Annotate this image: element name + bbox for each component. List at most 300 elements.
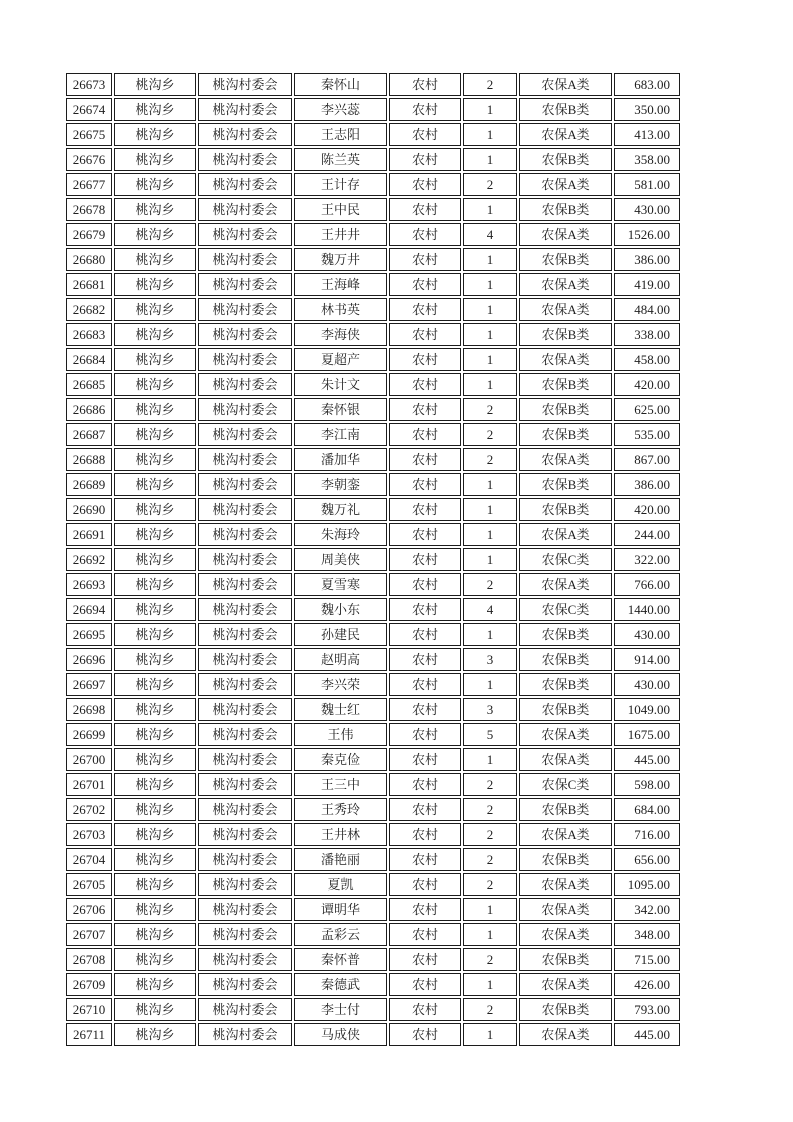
cell-person-count: 1 (463, 298, 517, 321)
cell-person-name: 秦怀普 (294, 948, 387, 971)
cell-insurance-category: 农保A类 (519, 448, 612, 471)
cell-amount: 350.00 (614, 98, 680, 121)
cell-village-committee: 桃沟村委会 (198, 923, 292, 946)
cell-person-count: 4 (463, 223, 517, 246)
cell-township: 桃沟乡 (114, 573, 196, 596)
cell-record-id: 26692 (66, 548, 112, 571)
cell-village-committee: 桃沟村委会 (198, 973, 292, 996)
cell-village-committee: 桃沟村委会 (198, 98, 292, 121)
cell-township: 桃沟乡 (114, 973, 196, 996)
cell-residence-type: 农村 (389, 648, 461, 671)
cell-village-committee: 桃沟村委会 (198, 648, 292, 671)
table-row (66, 273, 680, 296)
cell-person-count: 1 (463, 98, 517, 121)
cell-person-count: 1 (463, 498, 517, 521)
cell-township: 桃沟乡 (114, 898, 196, 921)
cell-person-name: 魏士红 (294, 698, 387, 721)
cell-amount: 766.00 (614, 573, 680, 596)
cell-person-name: 朱海玲 (294, 523, 387, 546)
table-row (66, 423, 680, 446)
table-row (66, 398, 680, 421)
cell-residence-type: 农村 (389, 948, 461, 971)
cell-person-name: 夏超产 (294, 348, 387, 371)
table-row (66, 873, 680, 896)
cell-person-name: 夏雪寒 (294, 573, 387, 596)
cell-person-name: 李海侠 (294, 323, 387, 346)
cell-residence-type: 农村 (389, 798, 461, 821)
cell-village-committee: 桃沟村委会 (198, 523, 292, 546)
cell-record-id: 26700 (66, 748, 112, 771)
cell-record-id: 26681 (66, 273, 112, 296)
cell-village-committee: 桃沟村委会 (198, 498, 292, 521)
cell-record-id: 26677 (66, 173, 112, 196)
cell-residence-type: 农村 (389, 1023, 461, 1046)
cell-person-name: 王海峰 (294, 273, 387, 296)
table-row (66, 1023, 680, 1046)
cell-insurance-category: 农保A类 (519, 73, 612, 96)
cell-residence-type: 农村 (389, 898, 461, 921)
cell-amount: 419.00 (614, 273, 680, 296)
cell-township: 桃沟乡 (114, 298, 196, 321)
cell-person-name: 孙建民 (294, 623, 387, 646)
cell-residence-type: 农村 (389, 373, 461, 396)
table-row (66, 673, 680, 696)
cell-amount: 430.00 (614, 623, 680, 646)
cell-amount: 322.00 (614, 548, 680, 571)
cell-person-name: 马成侠 (294, 1023, 387, 1046)
cell-residence-type: 农村 (389, 123, 461, 146)
cell-village-committee: 桃沟村委会 (198, 273, 292, 296)
cell-record-id: 26674 (66, 98, 112, 121)
cell-amount: 338.00 (614, 323, 680, 346)
cell-residence-type: 农村 (389, 423, 461, 446)
cell-village-committee: 桃沟村委会 (198, 873, 292, 896)
cell-record-id: 26708 (66, 948, 112, 971)
cell-person-count: 1 (463, 1023, 517, 1046)
cell-record-id: 26709 (66, 973, 112, 996)
cell-record-id: 26698 (66, 698, 112, 721)
cell-insurance-category: 农保A类 (519, 748, 612, 771)
cell-person-name: 李江南 (294, 423, 387, 446)
table-row (66, 648, 680, 671)
cell-person-count: 1 (463, 923, 517, 946)
cell-township: 桃沟乡 (114, 548, 196, 571)
cell-insurance-category: 农保B类 (519, 423, 612, 446)
cell-amount: 484.00 (614, 298, 680, 321)
cell-village-committee: 桃沟村委会 (198, 348, 292, 371)
cell-insurance-category: 农保C类 (519, 548, 612, 571)
cell-person-name: 潘加华 (294, 448, 387, 471)
cell-insurance-category: 农保B类 (519, 698, 612, 721)
cell-person-count: 4 (463, 598, 517, 621)
cell-residence-type: 农村 (389, 448, 461, 471)
cell-person-count: 2 (463, 848, 517, 871)
table-row (66, 198, 680, 221)
cell-township: 桃沟乡 (114, 373, 196, 396)
cell-person-name: 孟彩云 (294, 923, 387, 946)
cell-village-committee: 桃沟村委会 (198, 223, 292, 246)
cell-township: 桃沟乡 (114, 73, 196, 96)
cell-township: 桃沟乡 (114, 723, 196, 746)
cell-residence-type: 农村 (389, 73, 461, 96)
cell-person-name: 王井井 (294, 223, 387, 246)
cell-residence-type: 农村 (389, 848, 461, 871)
cell-village-committee: 桃沟村委会 (198, 798, 292, 821)
cell-record-id: 26679 (66, 223, 112, 246)
cell-village-committee: 桃沟村委会 (198, 573, 292, 596)
cell-residence-type: 农村 (389, 248, 461, 271)
cell-record-id: 26676 (66, 148, 112, 171)
cell-person-count: 1 (463, 523, 517, 546)
cell-person-count: 5 (463, 723, 517, 746)
cell-village-committee: 桃沟村委会 (198, 998, 292, 1021)
cell-village-committee: 桃沟村委会 (198, 148, 292, 171)
cell-township: 桃沟乡 (114, 223, 196, 246)
table-row (66, 573, 680, 596)
cell-person-count: 3 (463, 698, 517, 721)
cell-person-count: 1 (463, 323, 517, 346)
cell-township: 桃沟乡 (114, 473, 196, 496)
cell-village-committee: 桃沟村委会 (198, 423, 292, 446)
table-row (66, 898, 680, 921)
cell-record-id: 26694 (66, 598, 112, 621)
table-row (66, 623, 680, 646)
cell-amount: 458.00 (614, 348, 680, 371)
cell-village-committee: 桃沟村委会 (198, 123, 292, 146)
cell-amount: 1049.00 (614, 698, 680, 721)
table-row (66, 548, 680, 571)
table-row (66, 923, 680, 946)
cell-insurance-category: 农保B类 (519, 498, 612, 521)
cell-village-committee: 桃沟村委会 (198, 723, 292, 746)
cell-person-count: 1 (463, 348, 517, 371)
cell-record-id: 26673 (66, 73, 112, 96)
cell-amount: 914.00 (614, 648, 680, 671)
cell-insurance-category: 农保A类 (519, 298, 612, 321)
table-row (66, 948, 680, 971)
cell-residence-type: 农村 (389, 273, 461, 296)
cell-township: 桃沟乡 (114, 798, 196, 821)
cell-amount: 420.00 (614, 498, 680, 521)
cell-person-name: 魏小东 (294, 598, 387, 621)
cell-village-committee: 桃沟村委会 (198, 748, 292, 771)
cell-amount: 430.00 (614, 198, 680, 221)
cell-insurance-category: 农保B类 (519, 148, 612, 171)
cell-person-name: 王中民 (294, 198, 387, 221)
cell-insurance-category: 农保A类 (519, 573, 612, 596)
table-row (66, 223, 680, 246)
cell-residence-type: 农村 (389, 998, 461, 1021)
cell-amount: 793.00 (614, 998, 680, 1021)
cell-residence-type: 农村 (389, 748, 461, 771)
cell-person-count: 1 (463, 198, 517, 221)
cell-amount: 1526.00 (614, 223, 680, 246)
cell-person-name: 赵明高 (294, 648, 387, 671)
cell-township: 桃沟乡 (114, 748, 196, 771)
table-row (66, 773, 680, 796)
cell-record-id: 26691 (66, 523, 112, 546)
cell-insurance-category: 农保A类 (519, 873, 612, 896)
cell-amount: 342.00 (614, 898, 680, 921)
cell-residence-type: 农村 (389, 973, 461, 996)
cell-record-id: 26689 (66, 473, 112, 496)
cell-village-committee: 桃沟村委会 (198, 823, 292, 846)
cell-residence-type: 农村 (389, 298, 461, 321)
cell-insurance-category: 农保A类 (519, 973, 612, 996)
cell-residence-type: 农村 (389, 498, 461, 521)
cell-village-committee: 桃沟村委会 (198, 373, 292, 396)
cell-amount: 430.00 (614, 673, 680, 696)
cell-record-id: 26704 (66, 848, 112, 871)
cell-person-count: 2 (463, 773, 517, 796)
cell-person-count: 3 (463, 648, 517, 671)
cell-township: 桃沟乡 (114, 623, 196, 646)
cell-person-name: 王秀玲 (294, 798, 387, 821)
cell-record-id: 26695 (66, 623, 112, 646)
cell-record-id: 26680 (66, 248, 112, 271)
cell-person-count: 1 (463, 248, 517, 271)
table-row (66, 598, 680, 621)
table-row (66, 73, 680, 96)
cell-person-name: 秦怀银 (294, 398, 387, 421)
cell-record-id: 26703 (66, 823, 112, 846)
cell-person-name: 秦德武 (294, 973, 387, 996)
cell-insurance-category: 农保A类 (519, 723, 612, 746)
cell-residence-type: 农村 (389, 198, 461, 221)
cell-person-name: 王井林 (294, 823, 387, 846)
cell-insurance-category: 农保A类 (519, 123, 612, 146)
cell-record-id: 26693 (66, 573, 112, 596)
cell-residence-type: 农村 (389, 623, 461, 646)
cell-insurance-category: 农保B类 (519, 98, 612, 121)
cell-person-count: 1 (463, 473, 517, 496)
cell-amount: 244.00 (614, 523, 680, 546)
cell-amount: 684.00 (614, 798, 680, 821)
cell-insurance-category: 农保B类 (519, 673, 612, 696)
cell-record-id: 26705 (66, 873, 112, 896)
cell-record-id: 26707 (66, 923, 112, 946)
cell-amount: 598.00 (614, 773, 680, 796)
cell-insurance-category: 农保B类 (519, 848, 612, 871)
cell-person-count: 2 (463, 398, 517, 421)
table-row (66, 698, 680, 721)
table-row (66, 973, 680, 996)
table-row (66, 998, 680, 1021)
cell-amount: 348.00 (614, 923, 680, 946)
table-row (66, 448, 680, 471)
cell-insurance-category: 农保A类 (519, 173, 612, 196)
cell-insurance-category: 农保A类 (519, 923, 612, 946)
cell-person-name: 潘艳丽 (294, 848, 387, 871)
cell-record-id: 26697 (66, 673, 112, 696)
cell-insurance-category: 农保B类 (519, 473, 612, 496)
cell-township: 桃沟乡 (114, 273, 196, 296)
cell-residence-type: 农村 (389, 548, 461, 571)
cell-person-count: 1 (463, 673, 517, 696)
cell-person-name: 周美侠 (294, 548, 387, 571)
cell-person-name: 王计存 (294, 173, 387, 196)
table-row (66, 173, 680, 196)
benefit-roster-table (64, 71, 682, 1048)
cell-residence-type: 农村 (389, 723, 461, 746)
cell-person-name: 魏万礼 (294, 498, 387, 521)
cell-insurance-category: 农保A类 (519, 348, 612, 371)
cell-insurance-category: 农保B类 (519, 648, 612, 671)
cell-amount: 386.00 (614, 248, 680, 271)
cell-township: 桃沟乡 (114, 323, 196, 346)
cell-village-committee: 桃沟村委会 (198, 673, 292, 696)
cell-village-committee: 桃沟村委会 (198, 173, 292, 196)
cell-insurance-category: 农保B类 (519, 798, 612, 821)
cell-amount: 426.00 (614, 973, 680, 996)
cell-record-id: 26682 (66, 298, 112, 321)
cell-township: 桃沟乡 (114, 648, 196, 671)
cell-village-committee: 桃沟村委会 (198, 898, 292, 921)
cell-person-name: 李士付 (294, 998, 387, 1021)
cell-person-name: 朱计文 (294, 373, 387, 396)
cell-person-count: 2 (463, 998, 517, 1021)
cell-residence-type: 农村 (389, 148, 461, 171)
table-row (66, 348, 680, 371)
cell-township: 桃沟乡 (114, 1023, 196, 1046)
cell-residence-type: 农村 (389, 173, 461, 196)
cell-village-committee: 桃沟村委会 (198, 948, 292, 971)
cell-township: 桃沟乡 (114, 673, 196, 696)
cell-person-name: 李兴蕊 (294, 98, 387, 121)
cell-person-name: 秦克俭 (294, 748, 387, 771)
cell-village-committee: 桃沟村委会 (198, 298, 292, 321)
cell-residence-type: 农村 (389, 473, 461, 496)
cell-record-id: 26686 (66, 398, 112, 421)
cell-residence-type: 农村 (389, 923, 461, 946)
cell-insurance-category: 农保B类 (519, 373, 612, 396)
cell-residence-type: 农村 (389, 673, 461, 696)
cell-amount: 1095.00 (614, 873, 680, 896)
cell-village-committee: 桃沟村委会 (198, 698, 292, 721)
cell-township: 桃沟乡 (114, 598, 196, 621)
cell-village-committee: 桃沟村委会 (198, 198, 292, 221)
cell-village-committee: 桃沟村委会 (198, 548, 292, 571)
table-row (66, 298, 680, 321)
cell-township: 桃沟乡 (114, 98, 196, 121)
cell-village-committee: 桃沟村委会 (198, 248, 292, 271)
cell-township: 桃沟乡 (114, 348, 196, 371)
cell-township: 桃沟乡 (114, 448, 196, 471)
cell-record-id: 26696 (66, 648, 112, 671)
cell-village-committee: 桃沟村委会 (198, 773, 292, 796)
table-row (66, 323, 680, 346)
cell-township: 桃沟乡 (114, 773, 196, 796)
table-row (66, 473, 680, 496)
cell-insurance-category: 农保C类 (519, 773, 612, 796)
cell-record-id: 26711 (66, 1023, 112, 1046)
cell-township: 桃沟乡 (114, 948, 196, 971)
cell-insurance-category: 农保C类 (519, 598, 612, 621)
cell-village-committee: 桃沟村委会 (198, 398, 292, 421)
cell-person-name: 夏凯 (294, 873, 387, 896)
cell-person-name: 魏万井 (294, 248, 387, 271)
cell-residence-type: 农村 (389, 823, 461, 846)
cell-record-id: 26675 (66, 123, 112, 146)
cell-person-count: 1 (463, 623, 517, 646)
cell-person-count: 1 (463, 373, 517, 396)
cell-insurance-category: 农保A类 (519, 823, 612, 846)
cell-township: 桃沟乡 (114, 998, 196, 1021)
cell-record-id: 26683 (66, 323, 112, 346)
cell-village-committee: 桃沟村委会 (198, 448, 292, 471)
cell-person-count: 2 (463, 873, 517, 896)
cell-village-committee: 桃沟村委会 (198, 1023, 292, 1046)
cell-residence-type: 农村 (389, 773, 461, 796)
cell-residence-type: 农村 (389, 223, 461, 246)
cell-township: 桃沟乡 (114, 873, 196, 896)
table-row (66, 123, 680, 146)
cell-township: 桃沟乡 (114, 198, 196, 221)
cell-person-count: 1 (463, 548, 517, 571)
table-row (66, 498, 680, 521)
cell-insurance-category: 农保B类 (519, 398, 612, 421)
cell-township: 桃沟乡 (114, 148, 196, 171)
cell-township: 桃沟乡 (114, 698, 196, 721)
cell-insurance-category: 农保B类 (519, 323, 612, 346)
cell-record-id: 26690 (66, 498, 112, 521)
cell-residence-type: 农村 (389, 523, 461, 546)
cell-record-id: 26687 (66, 423, 112, 446)
table-row (66, 373, 680, 396)
cell-insurance-category: 农保A类 (519, 523, 612, 546)
cell-residence-type: 农村 (389, 98, 461, 121)
cell-amount: 358.00 (614, 148, 680, 171)
cell-residence-type: 农村 (389, 348, 461, 371)
cell-amount: 656.00 (614, 848, 680, 871)
cell-amount: 1675.00 (614, 723, 680, 746)
cell-amount: 445.00 (614, 748, 680, 771)
cell-township: 桃沟乡 (114, 848, 196, 871)
cell-person-name: 王三中 (294, 773, 387, 796)
cell-amount: 716.00 (614, 823, 680, 846)
cell-insurance-category: 农保A类 (519, 1023, 612, 1046)
cell-amount: 683.00 (614, 73, 680, 96)
cell-village-committee: 桃沟村委会 (198, 598, 292, 621)
cell-person-count: 2 (463, 798, 517, 821)
cell-person-count: 2 (463, 573, 517, 596)
cell-person-name: 王志阳 (294, 123, 387, 146)
cell-amount: 386.00 (614, 473, 680, 496)
table-row (66, 523, 680, 546)
cell-amount: 625.00 (614, 398, 680, 421)
cell-township: 桃沟乡 (114, 923, 196, 946)
table-row (66, 748, 680, 771)
cell-amount: 445.00 (614, 1023, 680, 1046)
cell-township: 桃沟乡 (114, 123, 196, 146)
cell-village-committee: 桃沟村委会 (198, 623, 292, 646)
cell-amount: 867.00 (614, 448, 680, 471)
table-row (66, 848, 680, 871)
table-row (66, 148, 680, 171)
cell-insurance-category: 农保B类 (519, 623, 612, 646)
cell-person-count: 2 (463, 448, 517, 471)
cell-residence-type: 农村 (389, 398, 461, 421)
cell-village-committee: 桃沟村委会 (198, 848, 292, 871)
cell-township: 桃沟乡 (114, 173, 196, 196)
cell-amount: 535.00 (614, 423, 680, 446)
cell-amount: 1440.00 (614, 598, 680, 621)
table-row (66, 723, 680, 746)
cell-insurance-category: 农保A类 (519, 898, 612, 921)
cell-amount: 581.00 (614, 173, 680, 196)
cell-residence-type: 农村 (389, 698, 461, 721)
cell-village-committee: 桃沟村委会 (198, 473, 292, 496)
